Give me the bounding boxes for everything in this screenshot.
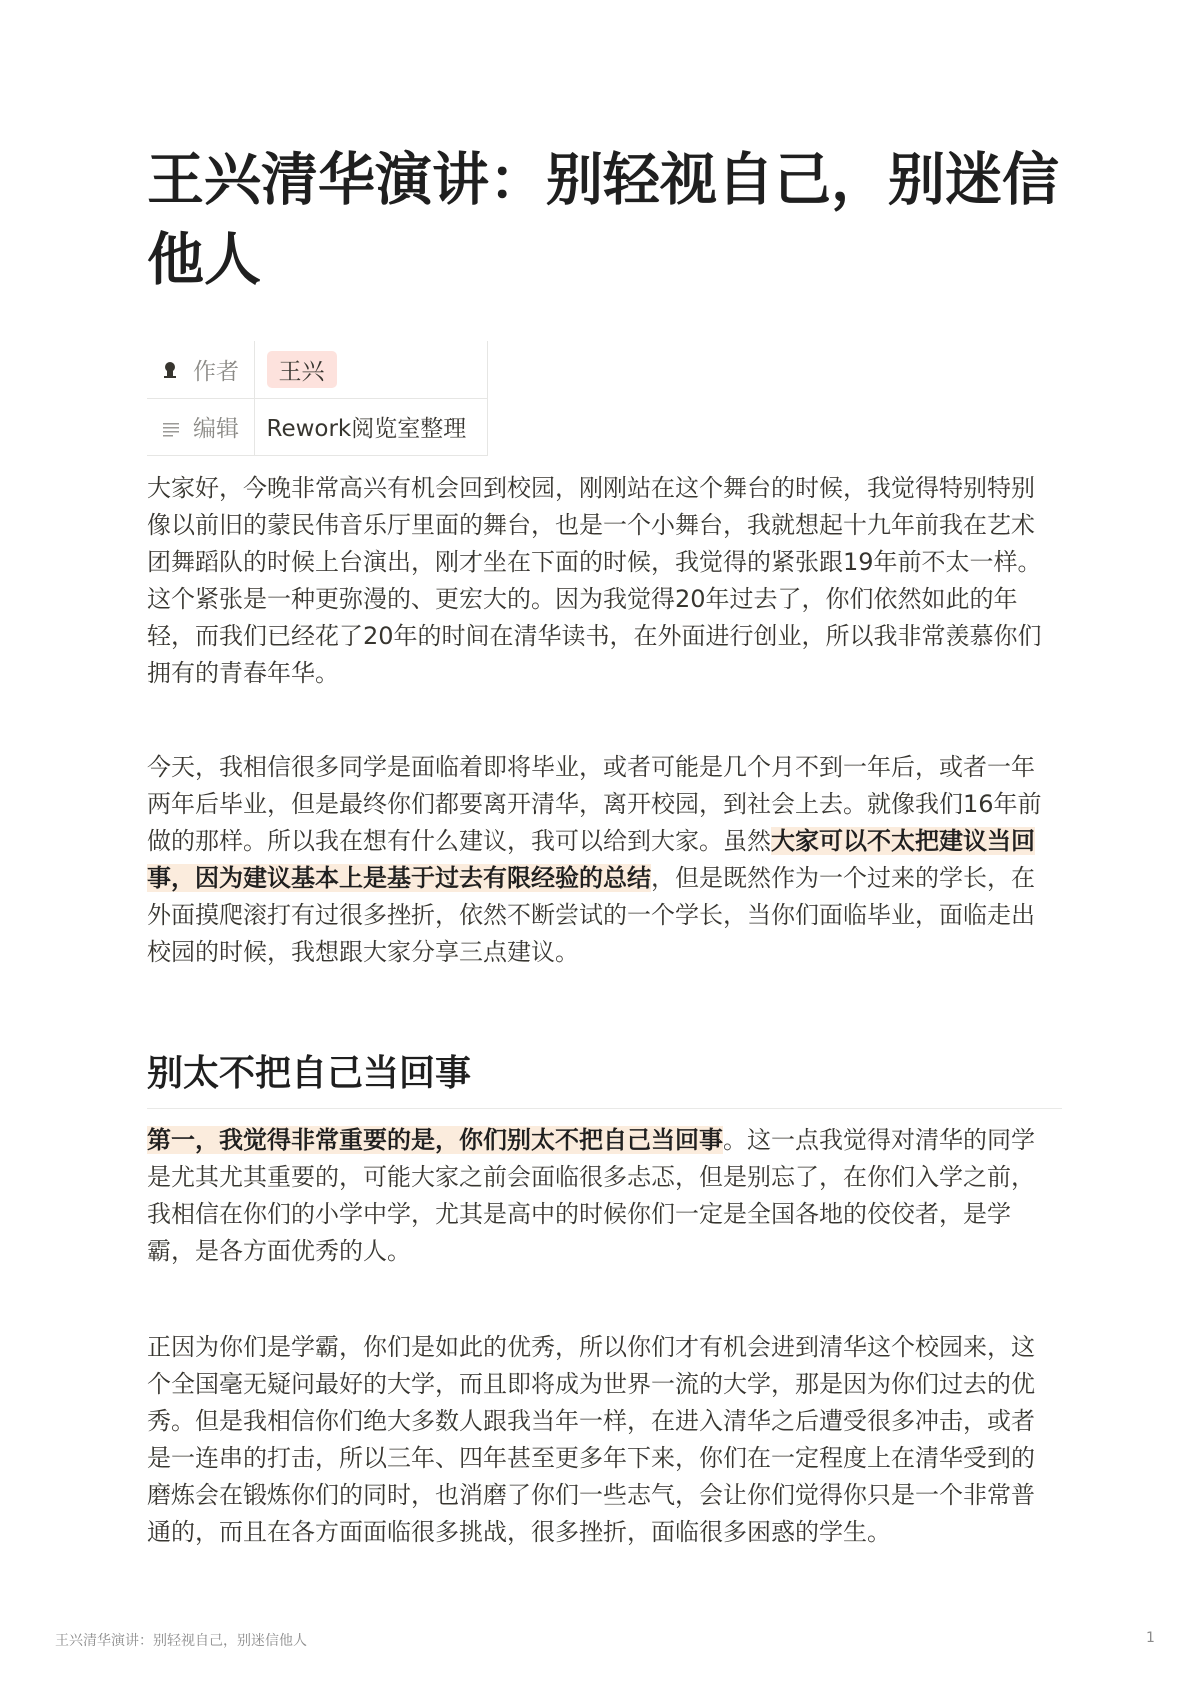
page-number: 1 bbox=[1146, 1630, 1155, 1646]
footer-title: 王兴清华演讲：别轻视自己，别迷信他人 bbox=[55, 1633, 307, 1649]
property-key[interactable] bbox=[147, 341, 254, 398]
highlighted-text: 大家可以不太把建议当回 bbox=[771, 827, 1035, 855]
text-segment: 外面摸爬滚打有过很多挫折，依然不断尝试的一个学长，当你们面临毕业，面临走出 bbox=[147, 901, 1035, 929]
text-segment: 团舞蹈队的时候上台演出，刚才坐在下面的时候，我觉得的紧张跟19年前不太一样。 bbox=[147, 548, 1042, 576]
text-segment: 通的，而且在各方面面临很多挑战，很多挫折，面临很多困惑的学生。 bbox=[147, 1518, 891, 1546]
text-line bbox=[147, 470, 1077, 507]
properties-table bbox=[147, 341, 488, 456]
paragraph bbox=[147, 1122, 1077, 1270]
text-line bbox=[147, 934, 1077, 971]
text-segment: 。这一点我觉得对清华的同学 bbox=[723, 1126, 1035, 1154]
property-row-author bbox=[147, 341, 487, 398]
page-title: 王兴清华演讲：别轻视自己，别迷信他人 bbox=[147, 147, 1059, 293]
text-lines-icon bbox=[161, 417, 183, 443]
text-segment: 这个紧张是一种更弥漫的、更宏大的。因为我觉得20年过去了，你们依然如此的年 bbox=[147, 585, 1018, 613]
divider bbox=[147, 1108, 1062, 1109]
text-line bbox=[147, 544, 1077, 581]
text-segment: 今天，我相信很多同学是面临着即将毕业，或者可能是几个月不到一年后，或者一年 bbox=[147, 753, 1035, 781]
paragraph bbox=[147, 749, 1077, 971]
text-segment: ，但是既然作为一个过来的学长，在 bbox=[651, 864, 1035, 892]
property-key[interactable] bbox=[147, 398, 254, 455]
person-icon bbox=[161, 359, 183, 385]
text-line bbox=[147, 1514, 1077, 1551]
text-line bbox=[147, 1440, 1077, 1477]
author-tag: 王兴 bbox=[267, 351, 337, 388]
property-row-editor bbox=[147, 398, 487, 455]
text-line bbox=[147, 1403, 1077, 1440]
text-line bbox=[147, 823, 1077, 860]
text-segment: 是尤其尤其重要的，可能大家之前会面临很多忐忑，但是别忘了，在你们入学之前， bbox=[147, 1163, 1035, 1191]
property-value[interactable] bbox=[254, 341, 487, 398]
text-segment: 霸，是各方面优秀的人。 bbox=[147, 1237, 411, 1265]
text-segment: 做的那样。所以我在想有什么建议，我可以给到大家。虽然 bbox=[147, 827, 771, 855]
text-line bbox=[147, 1196, 1077, 1233]
text-line bbox=[147, 786, 1077, 823]
highlighted-text: 事，因为建议基本上是基于过去有限经验的总结 bbox=[147, 864, 651, 892]
highlighted-text: 第一，我觉得非常重要的是，你们别太不把自己当回事 bbox=[147, 1126, 723, 1154]
text-segment: 轻，而我们已经花了20年的时间在清华读书，在外面进行创业，所以我非常羡慕你们 bbox=[147, 622, 1042, 650]
paragraph bbox=[147, 470, 1077, 692]
text-segment: 拥有的青春年华。 bbox=[147, 659, 339, 687]
section-heading: 别太不把自己当回事 bbox=[147, 1053, 472, 1094]
text-line bbox=[147, 1477, 1077, 1514]
paragraph bbox=[147, 1329, 1077, 1551]
text-segment: 我相信在你们的小学中学，尤其是高中的时候你们一定是全国各地的佼佼者，是学 bbox=[147, 1200, 1011, 1228]
text-line bbox=[147, 1159, 1077, 1196]
text-line bbox=[147, 507, 1077, 544]
text-segment: 秀。但是我相信你们绝大多数人跟我当年一样，在进入清华之后遭受很多冲击，或者 bbox=[147, 1407, 1035, 1435]
text-line bbox=[147, 860, 1077, 897]
property-label: 作者 bbox=[193, 358, 239, 385]
text-line bbox=[147, 655, 1077, 692]
text-line bbox=[147, 1122, 1077, 1159]
text-line bbox=[147, 897, 1077, 934]
text-segment: 两年后毕业，但是最终你们都要离开清华，离开校园，到社会上去。就像我们16年前 bbox=[147, 790, 1042, 818]
text-line bbox=[147, 1366, 1077, 1403]
property-value[interactable]: Rework阅览室整理 bbox=[254, 398, 487, 455]
text-line bbox=[147, 749, 1077, 786]
text-line bbox=[147, 581, 1077, 618]
text-segment: 是一连串的打击，所以三年、四年甚至更多年下来，你们在一定程度上在清华受到的 bbox=[147, 1444, 1035, 1472]
text-line bbox=[147, 1329, 1077, 1366]
text-line bbox=[147, 1233, 1077, 1270]
text-segment: 校园的时候，我想跟大家分享三点建议。 bbox=[147, 938, 579, 966]
text-segment: 磨炼会在锻炼你们的同时，也消磨了你们一些志气，会让你们觉得你只是一个非常普 bbox=[147, 1481, 1035, 1509]
property-label: 编辑 bbox=[193, 416, 239, 442]
text-line bbox=[147, 618, 1077, 655]
text-segment: 像以前旧的蒙民伟音乐厅里面的舞台，也是一个小舞台，我就想起十九年前我在艺术 bbox=[147, 511, 1035, 539]
text-segment: 正因为你们是学霸，你们是如此的优秀，所以你们才有机会进到清华这个校园来，这 bbox=[147, 1333, 1035, 1361]
text-segment: 个全国毫无疑问最好的大学，而且即将成为世界一流的大学，那是因为你们过去的优 bbox=[147, 1370, 1035, 1398]
text-segment: 大家好，今晚非常高兴有机会回到校园，刚刚站在这个舞台的时候，我觉得特别特别 bbox=[147, 474, 1035, 502]
